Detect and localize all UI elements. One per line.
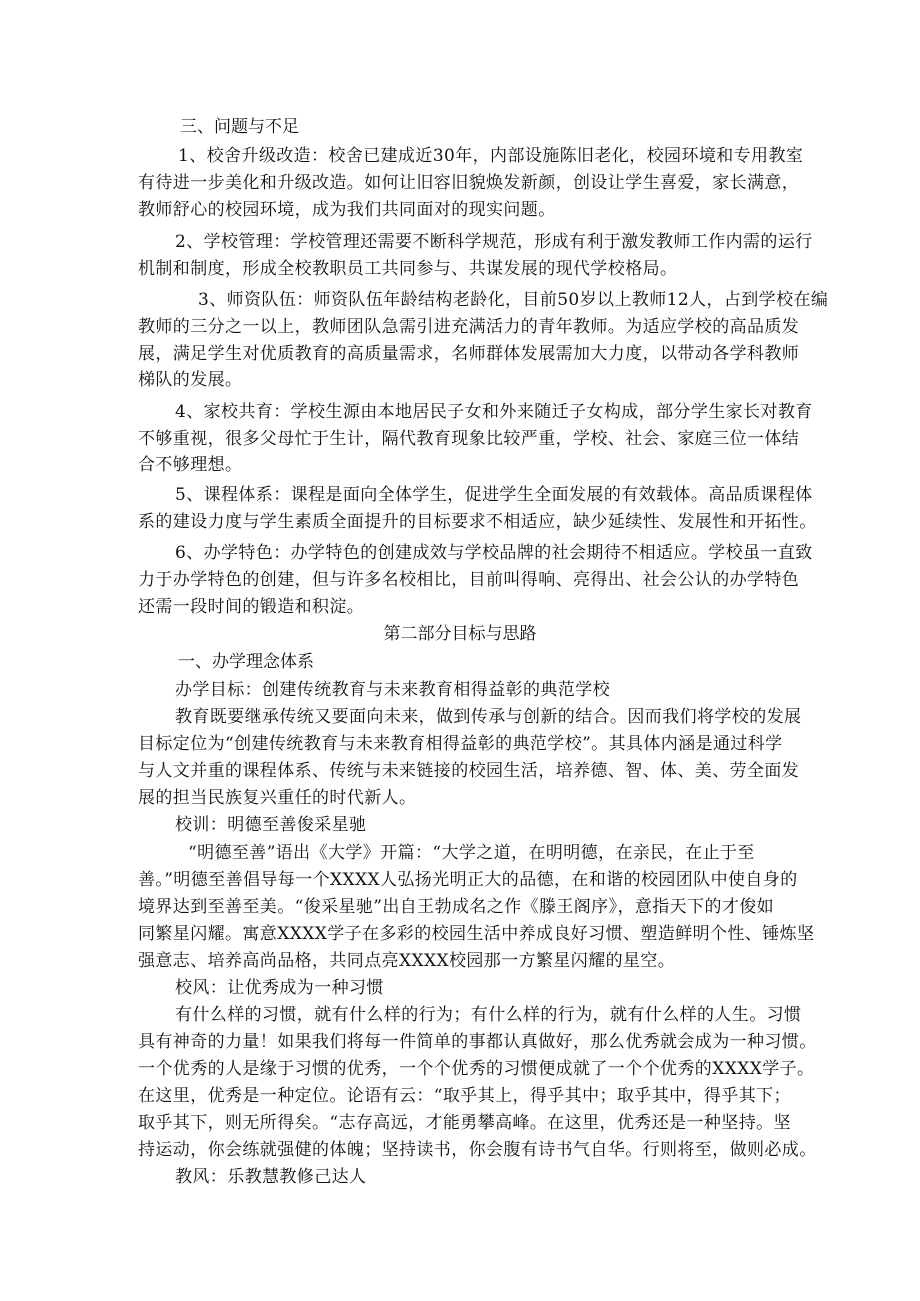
paragraph-line: 一个优秀的人是缘于习惯的优秀，一个个优秀的习惯便成就了一个个优秀的XXXX学子。 — [138, 1059, 815, 1079]
paragraph-line: “明德至善”语出《大学》开篇：“大学之道，在明明德，在亲民，在止于至 — [188, 843, 755, 863]
paragraph-line: 取乎其下，则无所得矣。“志存高远，才能勇攀高峰。在这里，优秀还是一种坚持。坚 — [138, 1113, 791, 1133]
paragraph-line: 机制和制度，形成全校教职员工共同参与、共谋发展的现代学校格局。 — [138, 259, 678, 279]
paragraph-line: 持运动，你会练就强健的体魄；坚持读书，你会腹有诗书气自华。行则将至，做则必成。 — [138, 1140, 817, 1160]
paragraph-line: 1、校舍升级改造：校舍已建成近30年，内部设施陈旧老化，校园环境和专用教室 — [178, 146, 804, 166]
part-two-title: 第二部分目标与思路 — [383, 624, 537, 644]
paragraph-line: 展，满足学生对优质教育的高质量需求，名师群体发展需加大力度，以带动各学科教师 — [138, 344, 800, 364]
paragraph-line: 梯队的发展。 — [138, 370, 243, 390]
paragraph-line: 强意志、培养高尚品格，共同点亮XXXX校园那一方繁星闪耀的星空。 — [138, 951, 676, 971]
paragraph-line: 合不够理想。 — [138, 455, 243, 475]
paragraph-line: 3、师资队伍：师资队伍年龄结构老龄化，目前50岁以上教师12人，占到学校在编 — [198, 290, 829, 310]
paragraph-line: 力于办学特色的创建，但与许多名校相比，目前叫得响、亮得出、社会公认的办学特色 — [138, 570, 800, 590]
school-motto-heading: 校训：明德至善俊采星驰 — [175, 815, 367, 835]
paragraph-line: 有什么样的习惯，就有什么样的行为；有什么样的行为，就有什么样的人生。习惯 — [175, 1005, 802, 1025]
paragraph-line: 2、学校管理：学校管理还需要不断科学规范，形成有利于激发教师工作内需的运行 — [175, 232, 813, 252]
paragraph-line: 在这里，优秀是一种定位。论语有云：“取乎其上，得乎其中；取乎其中，得乎其下； — [138, 1086, 791, 1106]
section-heading-philosophy: 一、办学理念体系 — [178, 652, 314, 672]
paragraph-line: 教育既要继承传统又要面向未来，做到传承与创新的结合。因而我们将学校的发展 — [175, 707, 802, 727]
paragraph-line: 还需一段时间的锻造和积淀。 — [138, 597, 365, 617]
paragraph-line: 同繁星闪耀。寓意XXXX学子在多彩的校园生活中养成良好习惯、塑造鲜明个性、锤炼坚 — [138, 924, 815, 944]
paragraph-line: 目标定位为“创建传统教育与未来教育相得益彰的典范学校”。其具体内涵是通过科学 — [138, 734, 783, 754]
school-goal-heading: 办学目标：创建传统教育与未来教育相得益彰的典范学校 — [175, 680, 610, 700]
section-heading-problems: 三、问题与不足 — [180, 117, 299, 137]
paragraph-line: 教师舒心的校园环境，成为我们共同面对的现实问题。 — [138, 200, 556, 220]
paragraph-line: 4、家校共育：学校生源由本地居民子女和外来随迁子女构成，部分学生家长对教育 — [175, 402, 813, 422]
paragraph-line: 善。”明德至善倡导每一个XXXX人弘扬光明正大的品德，在和谐的校园团队中使自身的 — [138, 870, 798, 890]
paragraph-line: 与人文并重的课程体系、传统与未来链接的校园生活，培养德、智、体、美、劳全面发 — [138, 761, 800, 781]
paragraph-line: 有待进一步美化和升级改造。如何让旧容旧貌焕发新颜，创设让学生喜爱，家长满意， — [138, 173, 800, 193]
paragraph-line: 5、课程体系：课程是面向全体学生，促进学生全面发展的有效载体。高品质课程体 — [175, 485, 813, 505]
paragraph-line: 6、办学特色：办学特色的创建成效与学校品牌的社会期待不相适应。学校虽一直致 — [175, 543, 813, 563]
paragraph-line: 境界达到至善至美。“俊采星驰”出自王勃成名之作《滕王阁序》，意指天下的才俊如 — [138, 897, 775, 917]
teaching-style-heading: 教风：乐教慧教修己达人 — [175, 1167, 367, 1187]
paragraph-line: 系的建设力度与学生素质全面提升的目标要求不相适应，缺少延续性、发展性和开拓性。 — [138, 512, 817, 532]
paragraph-line: 不够重视，很多父母忙于生计，隔代教育现象比较严重，学校、社会、家庭三位一体结 — [138, 429, 800, 449]
school-ethos-heading: 校风：让优秀成为一种习惯 — [175, 978, 384, 998]
paragraph-line: 教师的三分之一以上，教师团队急需引进充满活力的青年教师。为适应学校的高品质发 — [138, 317, 800, 337]
paragraph-line: 展的担当民族复兴重任的时代新人。 — [138, 788, 417, 808]
paragraph-line: 具有神奇的力量！如果我们将每一件简单的事都认真做好，那么优秀就会成为一种习惯。 — [138, 1032, 817, 1052]
